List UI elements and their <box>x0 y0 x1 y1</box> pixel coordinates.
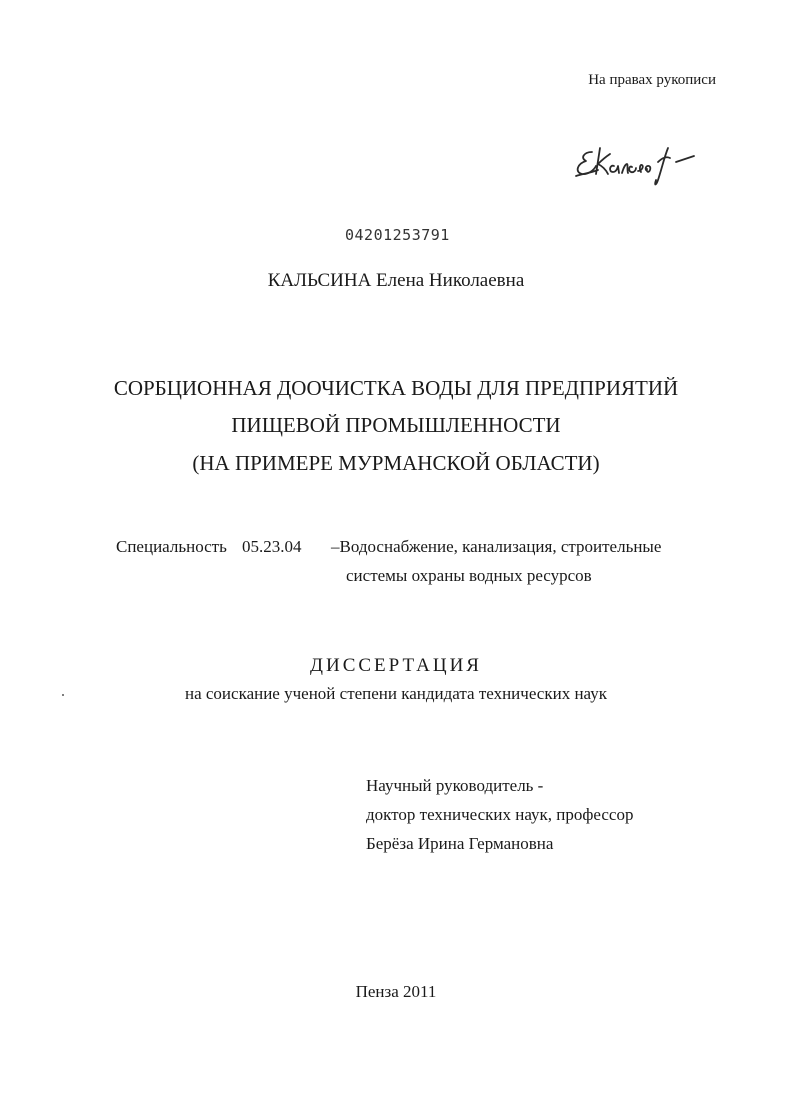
title-line-2: ПИЩЕВОЙ ПРОМЫШЛЕННОСТИ <box>231 413 561 437</box>
supervisor-name: Берёза Ирина Германовна <box>366 834 554 853</box>
degree-line: на соискание ученой степени кандидата технических наук <box>184 684 607 703</box>
specialty-description: –Водоснабжение, канализация, строительные <box>331 537 662 556</box>
scan-speck <box>62 694 64 696</box>
supervisor-role: Научный руководитель - <box>366 776 544 795</box>
city-year: Пенза 2011 <box>355 982 437 1001</box>
archive-code: 04201253791 <box>345 226 450 244</box>
author-name: КАЛЬСИНА Елена Николаевна <box>267 270 525 291</box>
title-line-3: (НА ПРИМЕРЕ МУРМАНСКОЙ ОБЛАСТИ) <box>192 451 600 475</box>
specialty-label: Специальность <box>116 537 227 556</box>
dissertation-heading: ДИССЕРТАЦИЯ <box>310 655 482 676</box>
signature-icon <box>570 140 710 190</box>
rights-notice: На правах рукописи <box>588 72 716 88</box>
specialty-code: 05.23.04 <box>242 537 302 556</box>
title-line-1: СОРБЦИОННАЯ ДООЧИСТКА ВОДЫ ДЛЯ ПРЕДПРИЯТИЙ <box>113 376 679 400</box>
specialty-description-continued: системы охраны водных ресурсов <box>346 566 592 585</box>
supervisor-title: доктор технических наук, профессор <box>366 805 634 824</box>
